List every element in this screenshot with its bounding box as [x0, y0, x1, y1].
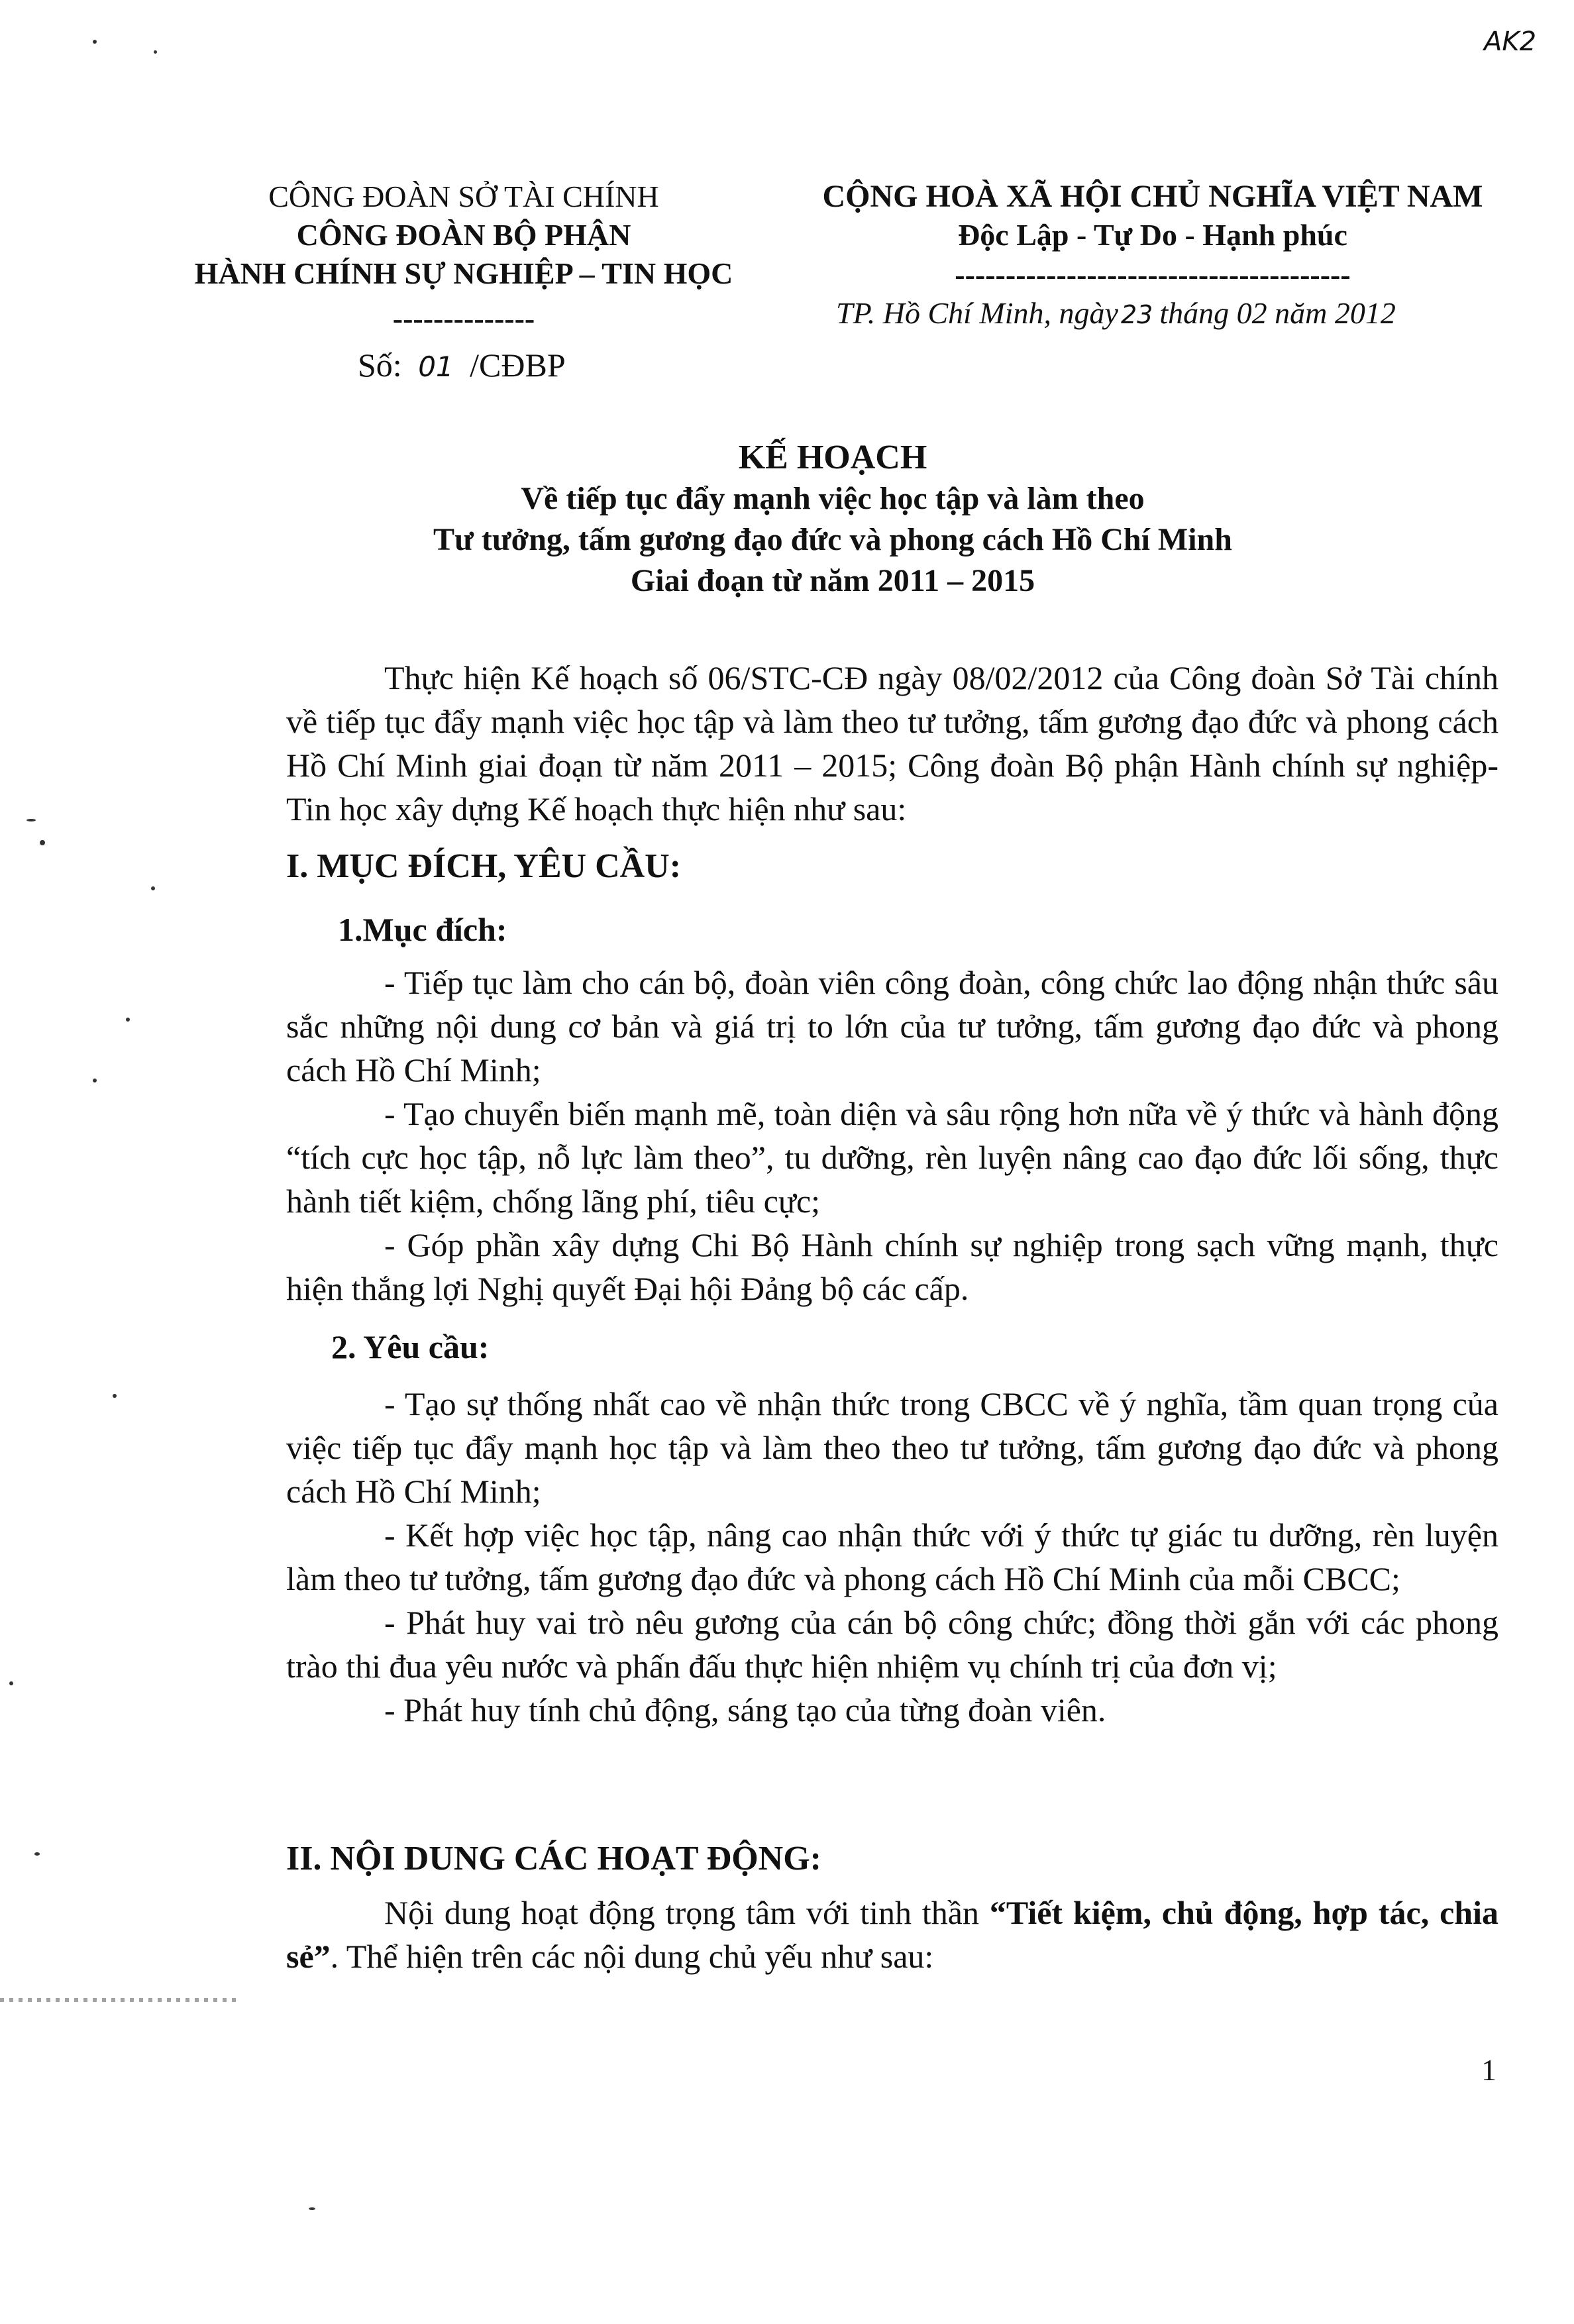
date-prefix: TP. Hồ Chí Minh, ngày [836, 296, 1118, 330]
issuer-line-1: CÔNG ĐOÀN SỞ TÀI CHÍNH [268, 180, 659, 213]
scan-speck [309, 2207, 315, 2210]
scan-speck [93, 1079, 97, 1083]
document-number-label: Số: [358, 346, 402, 384]
section-2-intro-before: Nội dung hoạt động trọng tâm với tinh thần [384, 1894, 990, 1931]
section-1-2-heading: 2. Yêu cầu: [331, 1328, 490, 1365]
requirement-item: - Kết hợp việc học tập, nâng cao nhận thức với ý thức tự giác tu dưỡng, rèn luyện làm theo tư tưởng, tấm gương đạo đức và phong cách Hồ Chí Minh của mỗi CBCC; [286, 1516, 1498, 1597]
section-2-intro-bold: “Tiết kiệm, chủ động, hợp tác, chia sẻ” [286, 1894, 1498, 1975]
national-title: CỘNG HOÀ XÃ HỘI CHỦ NGHĨA VIỆT NAM [822, 179, 1483, 214]
requirement-item: - Phát huy vai trò nêu gương của cán bộ công chức; đồng thời gắn với các phong trào thi đua yêu nước và phấn đấu thực hiện nhiệm vụ chính trị của đơn vị; [286, 1604, 1498, 1685]
requirement-list [286, 1382, 1498, 1732]
issuer-header [166, 178, 762, 338]
intro-text: Thực hiện Kế hoạch số 06/STC-CĐ ngày 08/02/2012 của Công đoàn Sở Tài chính về tiếp tục đẩy mạnh việc học tập và làm theo tư tưởng, tấm gương đạo đức và phong cách Hồ Chí Minh giai đoạn từ năm 2011 – 2015; Công đoàn Bộ phận Hành chính sự nghiệp-Tin học xây dựng Kế hoạch thực hiện như sau: [286, 659, 1498, 827]
scan-speck [154, 50, 157, 54]
section-1-1-heading: 1.Mục đích: [338, 911, 507, 948]
scan-speck [126, 1018, 130, 1022]
section-1-heading: I. MỤC ĐÍCH, YÊU CẦU: [286, 847, 682, 885]
document-title-block [154, 437, 1512, 602]
page-number: 1 [1481, 2053, 1496, 2087]
scan-speck [151, 886, 155, 890]
scan-noise [0, 1998, 238, 2002]
requirement-item: - Phát huy tính chủ động, sáng tạo của từng đoàn viên. [384, 1691, 1106, 1728]
document-number-suffix: /CĐBP [470, 346, 566, 384]
title-subline-1: Về tiếp tục đẩy mạnh việc học tập và làm theo [521, 481, 1145, 516]
scan-speck [93, 40, 97, 44]
issuer-line-2: CÔNG ĐOÀN BỘ PHẬN [296, 218, 631, 252]
purpose-list [286, 961, 1498, 1310]
intro-paragraph [286, 656, 1498, 831]
national-motto: Độc Lập - Tự Do - Hạnh phúc [958, 218, 1347, 252]
scan-speck [113, 1394, 117, 1398]
corner-handwritten-mark: AK2 [1484, 26, 1537, 57]
document-date [836, 295, 1396, 331]
date-day: 23 [1120, 300, 1153, 329]
document-number [358, 346, 566, 384]
purpose-item: - Tạo chuyển biến mạnh mẽ, toàn diện và sâu rộng hơn nữa về ý thức và hành động “tích cực học tập, nỗ lực làm theo”, tu dưỡng, rèn luyện nâng cao đạo đức lối sống, thực hành tiết kiệm, chống lãng phí, tiêu cực; [286, 1095, 1498, 1220]
scan-speck [9, 1681, 13, 1685]
scan-speck [26, 819, 36, 821]
title-subline-3: Giai đoạn từ năm 2011 – 2015 [630, 563, 1035, 598]
title-subline-2: Tư tưởng, tấm gương đạo đức và phong cách Hồ Chí Minh [433, 522, 1232, 557]
section-2-intro-after: . Thể hiện trên các nội dung chủ yếu như sau: [330, 1938, 934, 1975]
purpose-item: - Tiếp tục làm cho cán bộ, đoàn viên công đoàn, công chức lao động nhận thức sâu sắc những nội dung cơ bản và giá trị to lớn của tư tưởng, tấm gương đạo đức và phong cách Hồ Chí Minh; [286, 964, 1498, 1088]
issuer-line-3: HÀNH CHÍNH SỰ NGHIỆP – TIN HỌC [194, 256, 733, 290]
date-suffix: tháng 02 năm 2012 [1159, 296, 1396, 330]
purpose-item: - Góp phần xây dựng Chi Bộ Hành chính sự nghiệp trong sạch vững mạnh, thực hiện thắng lợi Nghị quyết Đại hội Đảng bộ các cấp. [286, 1226, 1498, 1307]
section-2-heading: II. NỘI DUNG CÁC HOẠT ĐỘNG: [286, 1840, 821, 1877]
document-title: KẾ HOẠCH [738, 439, 927, 476]
document-number-value: 01 [418, 350, 454, 383]
section-2-intro [286, 1891, 1498, 1978]
issuer-divider: -------------- [392, 301, 535, 335]
scan-speck [40, 840, 45, 845]
requirement-item: - Tạo sự thống nhất cao về nhận thức trong CBCC về ý nghĩa, tầm quan trọng của việc tiếp tục đẩy mạnh học tập và làm theo theo tư tưởng, tấm gương đạo đức và phong cách Hồ Chí Minh; [286, 1385, 1498, 1510]
scan-speck [34, 1852, 40, 1856]
national-divider: --------------------------------------- [955, 258, 1351, 291]
section-2-intro-text [286, 1891, 1498, 1978]
national-header [782, 178, 1524, 294]
